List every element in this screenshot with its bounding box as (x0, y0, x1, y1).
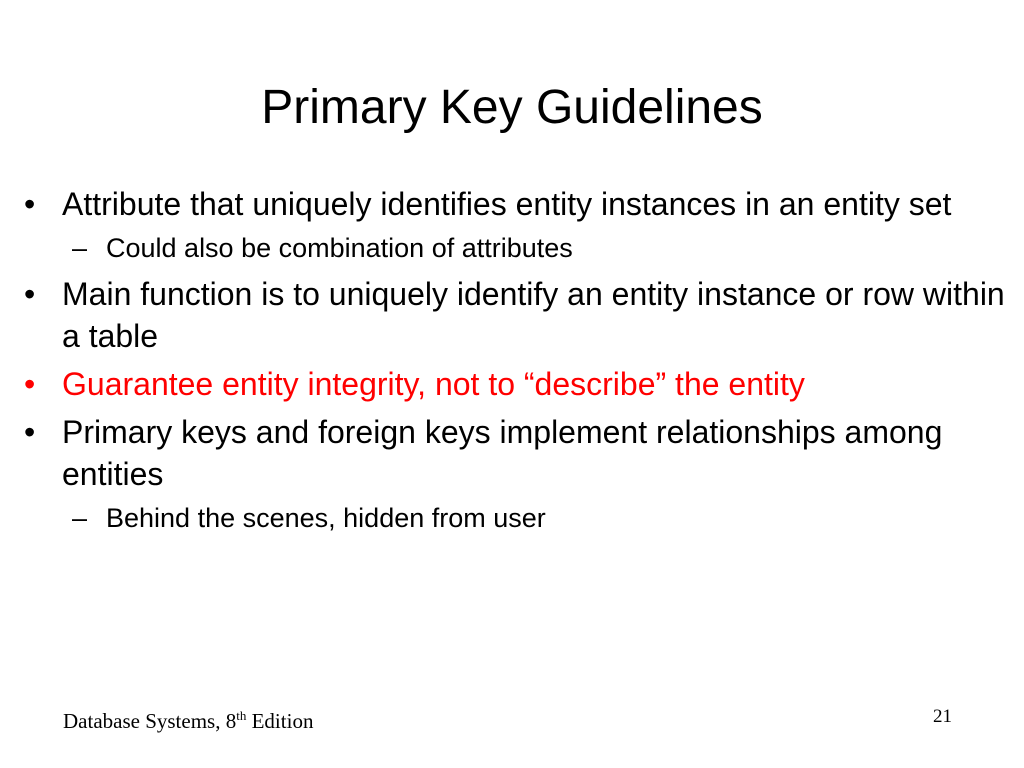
sub-bullet-item (24, 501, 1014, 535)
footer-book-prefix: Database Systems, 8 (63, 709, 237, 733)
footer-edition-superscript: th (236, 708, 247, 723)
page-number: 21 (933, 706, 952, 727)
sub-bullet-text: Could also be combination of attributes (106, 233, 573, 263)
sub-bullet-item (24, 231, 1014, 265)
bullet-text: Primary keys and foreign keys implement relationships among entities (62, 414, 943, 492)
footer-book-title (63, 708, 313, 734)
bullet-symbol: • (24, 414, 36, 450)
footer-book-suffix: Edition (246, 709, 314, 733)
bullet-symbol: • (24, 276, 36, 312)
bullet-text: Main function is to uniquely identify an entity instance or row within a table (62, 276, 1005, 354)
sub-bullet-text: Behind the scenes, hidden from user (106, 503, 546, 533)
sub-bullet-symbol: – (72, 233, 88, 263)
bullet-item (24, 411, 1014, 495)
bullet-text: Attribute that uniquely identifies entity instances in an entity set (62, 186, 952, 222)
bullet-symbol: • (24, 366, 36, 402)
bullet-item (24, 183, 1014, 225)
slide-title: Primary Key Guidelines (261, 81, 763, 134)
bullet-symbol: • (24, 186, 36, 222)
bullet-item (24, 273, 1014, 357)
bullet-text: Guarantee entity integrity, not to “describe” the entity (62, 366, 805, 402)
bullet-list (24, 183, 1014, 543)
highlighted-bullet-item (24, 363, 1014, 405)
sub-bullet-symbol: – (72, 503, 88, 533)
